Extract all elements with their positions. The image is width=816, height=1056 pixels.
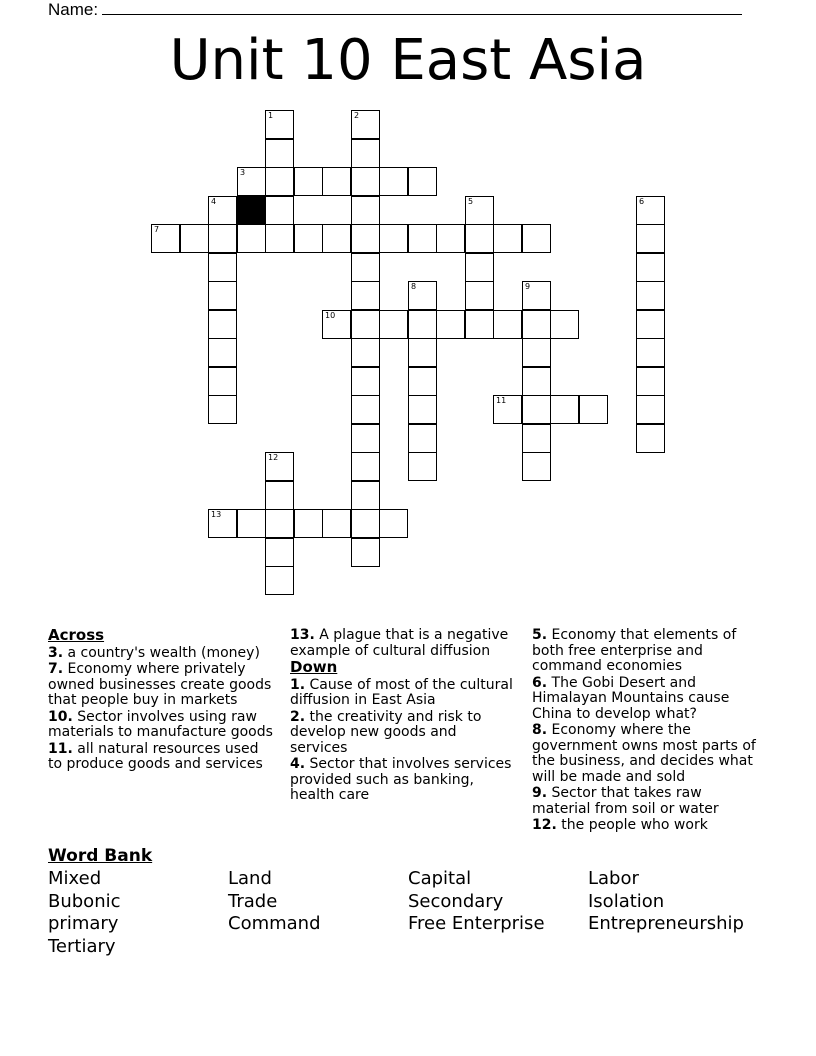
- crossword-cell[interactable]: [208, 253, 237, 282]
- crossword-cell[interactable]: [208, 367, 237, 396]
- clue-across-3: 3. a country's wealth (money): [48, 644, 260, 661]
- across-heading: Across: [48, 626, 105, 644]
- clue-across-10: 10. Sector involves using raw materials to manufacture goods: [48, 708, 273, 740]
- crossword-cell[interactable]: [351, 224, 380, 253]
- crossword-cell[interactable]: [237, 167, 266, 196]
- crossword-cell[interactable]: [265, 452, 294, 481]
- crossword-cell[interactable]: [379, 509, 408, 538]
- clue-number: 3: [240, 168, 246, 177]
- crossword-cell[interactable]: [351, 310, 380, 339]
- crossword-cell[interactable]: [379, 310, 408, 339]
- crossword-cell[interactable]: [265, 110, 294, 139]
- clue-number: 2: [354, 111, 360, 120]
- crossword-cell[interactable]: [408, 452, 437, 481]
- crossword-cell[interactable]: [294, 509, 323, 538]
- crossword-cell[interactable]: [465, 224, 494, 253]
- crossword-cell[interactable]: [379, 167, 408, 196]
- crossword-cell[interactable]: [351, 110, 380, 139]
- crossword-cell[interactable]: [265, 139, 294, 168]
- clues-column-1: [48, 628, 276, 774]
- clue-down-4: 4. Sector that involves services provided such as banking, health care: [290, 756, 512, 803]
- clue-number: 11: [496, 396, 507, 405]
- crossword-cell[interactable]: [351, 253, 380, 282]
- crossword-cell[interactable]: [322, 310, 351, 339]
- crossword-cell[interactable]: [522, 224, 551, 253]
- crossword-cell[interactable]: [636, 367, 665, 396]
- crossword-cell[interactable]: [208, 224, 237, 253]
- crossword-cell[interactable]: [351, 424, 380, 453]
- crossword-cell[interactable]: [522, 281, 551, 310]
- crossword-cell[interactable]: [351, 538, 380, 567]
- word-bank-item: Entrepreneurship: [588, 913, 744, 934]
- crossword-cell[interactable]: [294, 167, 323, 196]
- crossword-cell[interactable]: [636, 424, 665, 453]
- crossword-cell[interactable]: [379, 224, 408, 253]
- word-bank-item: Free Enterprise: [408, 913, 545, 934]
- clue-number: 9: [525, 282, 531, 291]
- crossword-cell[interactable]: [351, 167, 380, 196]
- crossword-cell[interactable]: [351, 367, 380, 396]
- clue-down-5: 5. Economy that elements of both free enterprise and command economies: [532, 627, 737, 674]
- crossword-cell[interactable]: [408, 224, 437, 253]
- crossword-cell[interactable]: [208, 196, 237, 225]
- crossword-cell[interactable]: [493, 310, 522, 339]
- crossword-cell[interactable]: [351, 395, 380, 424]
- crossword-cell[interactable]: [208, 338, 237, 367]
- crossword-cell[interactable]: [322, 224, 351, 253]
- crossword-cell[interactable]: [493, 395, 522, 424]
- crossword-cell[interactable]: [351, 452, 380, 481]
- crossword-cell[interactable]: [265, 566, 294, 595]
- crossword-cell[interactable]: [351, 196, 380, 225]
- crossword-cell[interactable]: [522, 452, 551, 481]
- crossword-cell[interactable]: [351, 509, 380, 538]
- clue-down-2: 2. the creativity and risk to develop new goods and services: [290, 708, 482, 756]
- crossword-cell[interactable]: [550, 310, 579, 339]
- crossword-cell[interactable]: [322, 167, 351, 196]
- crossword-cell[interactable]: [522, 395, 551, 424]
- clue-number: 6: [639, 197, 645, 206]
- crossword-cell[interactable]: [522, 338, 551, 367]
- word-bank-item: Mixed: [48, 868, 102, 889]
- clue-number: 7: [154, 225, 160, 234]
- crossword-cell[interactable]: [522, 310, 551, 339]
- word-bank-item: Labor: [588, 868, 639, 889]
- clue-down-12: 12. the people who work: [532, 817, 708, 833]
- word-bank-item: Capital: [408, 868, 472, 889]
- crossword-cell[interactable]: [180, 224, 209, 253]
- clue-number: 8: [411, 282, 417, 291]
- crossword-cell[interactable]: [322, 509, 351, 538]
- crossword-cell[interactable]: [237, 509, 266, 538]
- crossword-cell[interactable]: [636, 253, 665, 282]
- crossword-cell[interactable]: [522, 424, 551, 453]
- crossword-cell[interactable]: [408, 281, 437, 310]
- clue-number: 5: [468, 197, 474, 206]
- crossword-cell[interactable]: [636, 338, 665, 367]
- crossword-cell[interactable]: [408, 338, 437, 367]
- word-bank-heading: Word Bank: [48, 846, 153, 866]
- crossword-cell[interactable]: [493, 224, 522, 253]
- word-bank-item: Trade: [228, 891, 278, 912]
- down-heading: Down: [290, 658, 338, 676]
- crossword-cell[interactable]: [636, 310, 665, 339]
- clue-across-11: 11. all natural resources used to produce goods and services: [48, 740, 263, 772]
- crossword-cell[interactable]: [265, 538, 294, 567]
- crossword-cell[interactable]: [208, 509, 237, 538]
- crossword-cell[interactable]: [351, 481, 380, 510]
- crossword-cell[interactable]: [465, 196, 494, 225]
- word-bank-item: Isolation: [588, 891, 665, 912]
- crossword-cell[interactable]: [436, 224, 465, 253]
- crossword-cell[interactable]: [351, 281, 380, 310]
- crossword-cell[interactable]: [265, 167, 294, 196]
- clue-number: 10: [325, 311, 336, 320]
- name-label: Name:: [48, 0, 99, 19]
- clues-column-2: [290, 628, 518, 805]
- crossword-cell[interactable]: [465, 253, 494, 282]
- crossword-cell[interactable]: [636, 281, 665, 310]
- crossword-cell[interactable]: [351, 338, 380, 367]
- clue-across-13: 13. A plague that is a negative example of cultural diffusion: [290, 627, 509, 659]
- crossword-cell[interactable]: [208, 281, 237, 310]
- word-bank-item: Tertiary: [48, 936, 116, 957]
- crossword-cell[interactable]: [237, 224, 266, 253]
- clue-number: 13: [211, 510, 222, 519]
- crossword-cell[interactable]: [522, 367, 551, 396]
- crossword-cell[interactable]: [636, 196, 665, 225]
- crossword-cell[interactable]: [265, 196, 294, 225]
- crossword-cell[interactable]: [408, 395, 437, 424]
- clue-number: 4: [211, 197, 217, 206]
- crossword-cell[interactable]: [265, 481, 294, 510]
- crossword-cell[interactable]: [550, 395, 579, 424]
- crossword-cell[interactable]: [579, 395, 608, 424]
- crossword-cell[interactable]: [408, 367, 437, 396]
- clue-across-7: 7. Economy where privately owned businesses create goods that people buy in markets: [48, 661, 272, 708]
- crossword-cell[interactable]: [151, 224, 180, 253]
- crossword-cell[interactable]: [265, 224, 294, 253]
- crossword-cell[interactable]: [408, 424, 437, 453]
- crossword-cell[interactable]: [408, 310, 437, 339]
- crossword-cell[interactable]: [636, 224, 665, 253]
- clue-down-1: 1. Cause of most of the cultural diffusion in East Asia: [290, 676, 513, 708]
- crossword-black-cell: [237, 196, 266, 225]
- clue-down-9: 9. Sector that takes raw material from soil or water: [532, 785, 719, 817]
- crossword-cell[interactable]: [265, 509, 294, 538]
- crossword-cell[interactable]: [636, 395, 665, 424]
- clue-number: 12: [268, 453, 279, 462]
- clues-column-3: [532, 628, 760, 835]
- crossword-cell[interactable]: [294, 224, 323, 253]
- crossword-cell[interactable]: [465, 281, 494, 310]
- crossword-cell[interactable]: [465, 310, 494, 339]
- word-bank-item: Land: [228, 868, 272, 889]
- word-bank-item: Secondary: [408, 891, 504, 912]
- clue-down-6: 6. The Gobi Desert and Himalayan Mountains cause China to develop what?: [532, 674, 730, 722]
- crossword-cell[interactable]: [408, 167, 437, 196]
- word-bank-item: primary: [48, 913, 119, 934]
- crossword-cell[interactable]: [436, 310, 465, 339]
- clue-down-8: 8. Economy where the government owns most parts of the business, and decides what will be made and sold: [532, 722, 756, 785]
- word-bank-item: Command: [228, 913, 321, 934]
- crossword-cell[interactable]: [351, 139, 380, 168]
- crossword-cell[interactable]: [208, 395, 237, 424]
- crossword-cell[interactable]: [208, 310, 237, 339]
- word-bank-item: Bubonic: [48, 891, 121, 912]
- clue-number: 1: [268, 111, 274, 120]
- page-title: Unit 10 East Asia: [169, 28, 647, 93]
